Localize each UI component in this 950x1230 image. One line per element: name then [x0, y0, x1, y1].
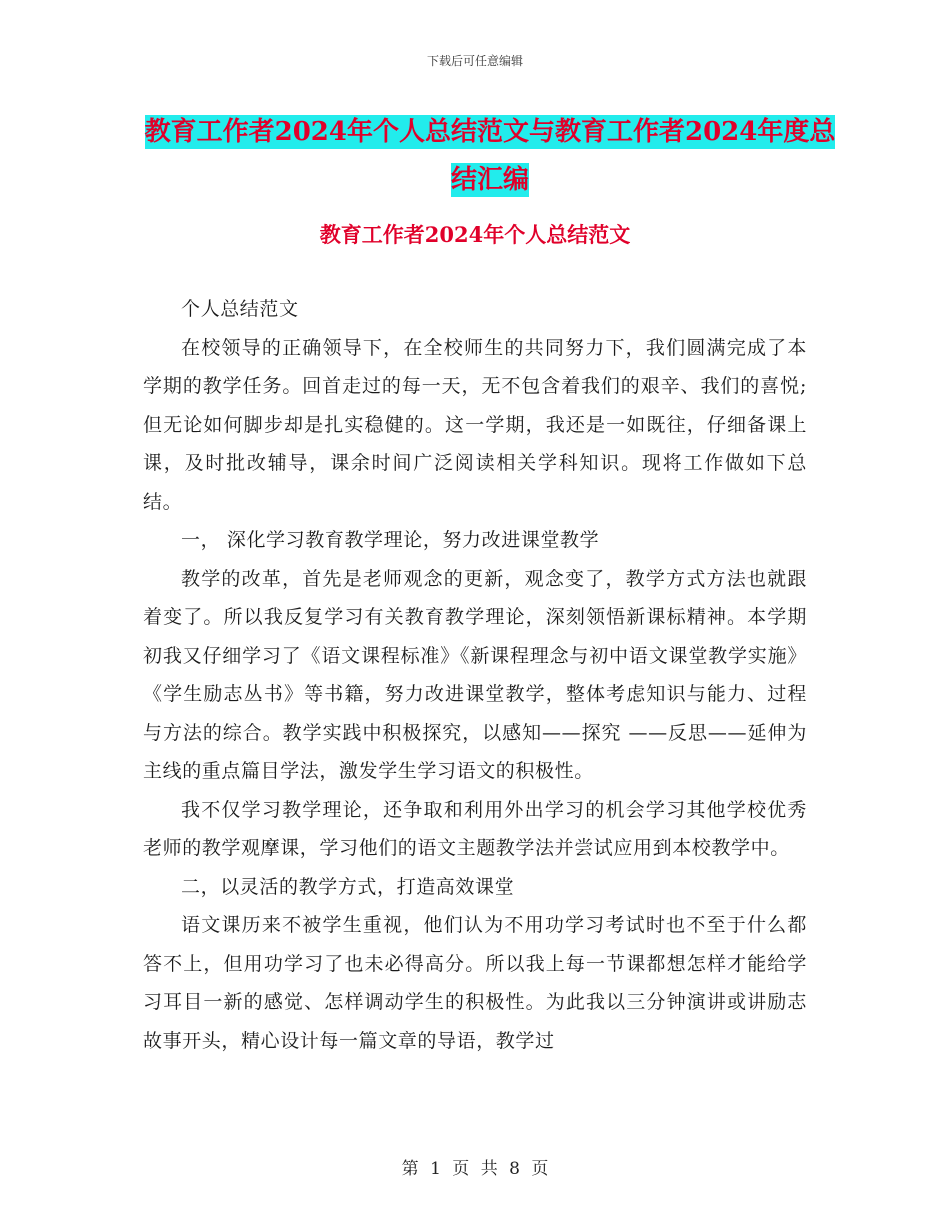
section-heading-one: 一， 深化学习教育教学理论，努力改进课堂教学 — [181, 529, 600, 551]
document-body — [143, 290, 807, 1060]
section-heading-two: 二，以灵活的教学方式，打造高效课堂 — [181, 875, 515, 898]
document-title-text: 教育工作者2024年个人总结范文与教育工作者2024年度总结汇编 — [144, 117, 836, 195]
page-footer: 第 1 页 共 8 页 — [401, 1159, 549, 1179]
document-title — [140, 108, 840, 204]
paragraph-subtitle: 个人总结范文 — [181, 298, 299, 320]
section-title: 教育工作者2024年个人总结范文 — [319, 222, 631, 247]
paragraph-intro: 在校领导的正确领导下，在全校师生的共同努力下，我们圆满完成了本学期的教学任务。回首走过的每一天，无不包含着我们的艰辛、我们的喜悦;但无论如何脚步却是扎实稳健的。这一学期，我还是一如既往，仔细备课上课，及时批改辅导，课余时间广泛阅读相关学科知识。现将工作做如下总结。 — [143, 336, 807, 513]
paragraph-external-learning: 我不仅学习教学理论，还争取和利用外出学习的机会学习其他学校优秀老师的教学观摩课，学习他们的语文主题教学法并尝试应用到本校教学中。 — [143, 798, 807, 859]
paragraph-teaching-reform: 教学的改革，首先是老师观念的更新，观念变了，教学方式方法也就跟着变了。所以我反复学习有关教育教学理论，深刻领悟新课标精神。本学期初我又仔细学习了《语文课程标准》《新课程理念与初中语文课堂教学实施》《学生励志丛书》等书籍，努力改进课堂教学，整体考虑知识与能力、过程与方法的综合。教学实践中积极探究，以感知——探究 ——反思——延伸为主线的重点篇目学法，激发学生学习语文的积极性。 — [143, 567, 807, 782]
page-header: 下载后可任意编辑 — [426, 54, 523, 68]
paragraph-flexible-teaching: 语文课历来不被学生重视，他们认为不用功学习考试时也不至于什么都答不上，但用功学习了也未必得高分。所以我上每一节课都想怎样才能给学习耳目一新的感觉、怎样调动学生的积极性。为此我以三分钟演讲或讲励志故事开头，精心设计每一篇文章的导语，教学过 — [143, 914, 807, 1052]
